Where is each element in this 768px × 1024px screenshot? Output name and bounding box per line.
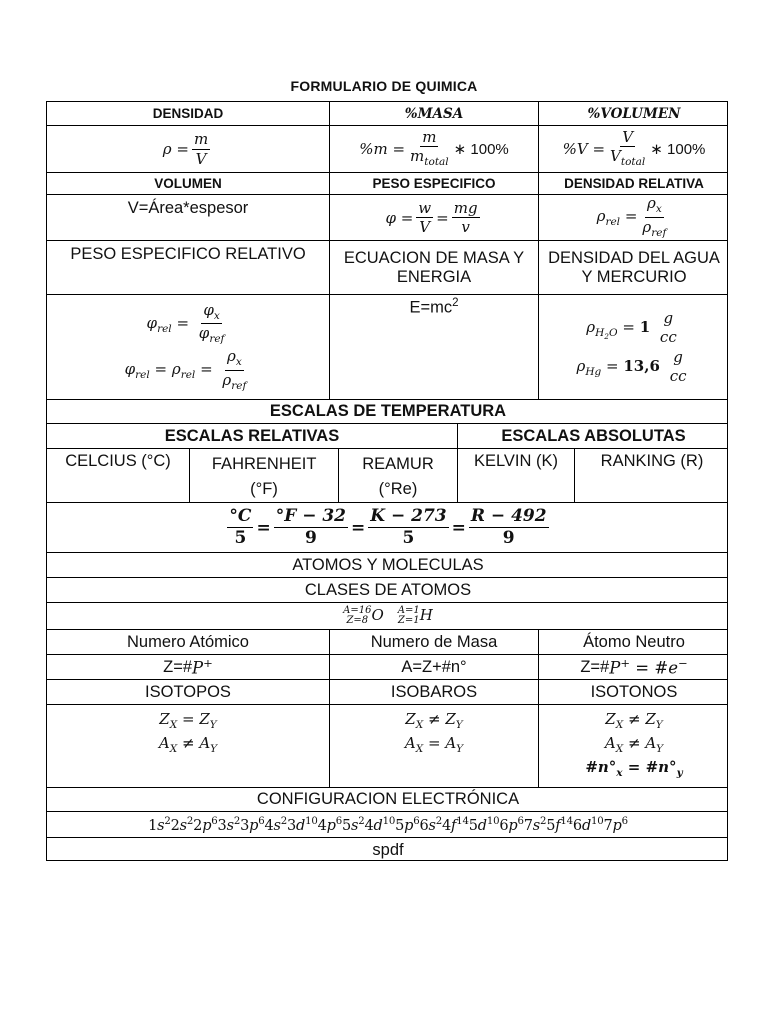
iso-headers-row (47, 679, 727, 704)
header-masa: %MASA (329, 102, 538, 125)
iso-formulas-row (47, 704, 727, 787)
spdf-row (47, 837, 727, 862)
peso-relativo-label: PESO ESPECIFICO RELATIVO (70, 245, 306, 263)
water-mercury-densities (538, 295, 729, 399)
mass-percent-formula: %m = $\frac{m}{m_{total}}$ ∗ 100% (329, 126, 538, 172)
atomic-headers-row (47, 629, 727, 654)
atomic-formulas-row (47, 654, 727, 679)
header-densidad: DENSIDAD (152, 106, 224, 121)
ranking-label: RANKING (R) (574, 449, 729, 502)
water-density: $\rho_{H_2O} = 1$ g cc (586, 309, 677, 346)
formula-table (46, 101, 728, 861)
clases-title: CLASES DE ATOMOS (304, 580, 472, 599)
isotonos-formulas (538, 705, 729, 787)
relative-weight-formulas (47, 295, 329, 399)
absolute-scales-label: ESCALAS ABSOLUTAS (457, 424, 729, 448)
relative-weight-formula-1: $\varphi_{rel}$ = $\frac{\varphi_x}{\varphi_{ref}}$ (146, 300, 225, 346)
temperature-scales-row (47, 448, 727, 502)
times-100-label: ∗ 100% (453, 141, 509, 158)
config-title-row (47, 787, 727, 811)
densidad-agua-label: DENSIDAD DEL AGUA Y MERCURIO (538, 241, 729, 294)
specific-weight-formula: φ = $\frac{w}{V}$ = $\frac{mg}{v}$ (329, 195, 538, 240)
volume-percent-formula: %V = $\frac{V}{V_{total}}$ ∗ 100% (538, 126, 729, 172)
config-title: CONFIGURACION ELECTRÓNICA (256, 790, 520, 808)
hydrogen-nuclide: A=1 Z=1 H (397, 605, 433, 626)
relative-weight-formula-2: $\varphi_{rel} = \rho_{rel}$ = $\frac{\rho_x}{\rho_{ref}}$ (124, 347, 247, 392)
energy-formula: $E=mc^2$ (329, 295, 538, 399)
clases-row (47, 577, 727, 602)
energy-text: E=mc (409, 298, 453, 317)
document-title: FORMULARIO DE QUIMICA (290, 78, 478, 94)
relative-density-formula: $\rho_{rel}$ = $\frac{\rho_x}{\rho_{ref}}$ (538, 195, 729, 240)
fahrenheit-label: FAHRENHEIT (°F) (189, 449, 338, 502)
nuclide-notation (47, 603, 729, 629)
water-density-value: 1 (639, 317, 651, 336)
temperature-title-row (47, 399, 727, 423)
numero-masa-label: Numero de Masa (329, 630, 538, 654)
isobaros-formulas (329, 705, 538, 787)
header-volumen-2: VOLUMEN (154, 176, 222, 191)
a-formula: A=Z+#n° (329, 655, 538, 679)
isobaros-label: ISOBAROS (329, 680, 538, 704)
isobaros-a: $A_X = A_Y$ (404, 734, 464, 756)
celcius-label: CELCIUS (°C) (65, 452, 171, 470)
reamur-label: REAMUR (°Re) (338, 449, 457, 502)
relative-scales-label: ESCALAS RELATIVAS (164, 426, 340, 445)
isotonos-z: $Z_X \ne Z_Y$ (605, 710, 663, 731)
isotonos-a: $A_X \ne A_Y$ (604, 734, 664, 756)
isotopos-z: $Z_X = Z_Y$ (159, 710, 217, 731)
isotopos-a: $A_X \ne A_Y$ (158, 734, 218, 756)
oxygen-nuclide: A=16 Z=8 O (343, 605, 384, 626)
formula-row-3 (47, 294, 727, 399)
temperature-title: ESCALAS DE TEMPERATURA (269, 402, 507, 420)
atomos-title-row (47, 552, 727, 577)
config-sequence-row (47, 811, 727, 837)
electron-configuration: $1s^22s^22p^63s^23p^64s^23d^{10}4p^65s^24d^{10}5p^66s^24f^{14}5d^{10}6p^67s^25f^{14}6d^{10}7p^6$ (148, 815, 628, 834)
header-row-3 (47, 240, 727, 294)
mercury-density-value: 13,6 (623, 356, 660, 375)
header-volumen: %VOLUMEN (538, 102, 729, 125)
spdf-label: spdf (372, 840, 404, 859)
isotopos-formulas (47, 705, 329, 787)
neutral-atom-formula: Z=# P+ = #e− (538, 655, 729, 679)
header-row-1 (47, 102, 727, 125)
atomo-neutro-label: Átomo Neutro (538, 630, 729, 654)
temperature-conversion-formula: $\frac{^\circ C}{5}$ = $\frac{^\circ F - 32}{9}$ = $\frac{K - 273}{5}$ = $\frac{R - 492}{9}$ (229, 506, 547, 548)
isotonos-n: $\#n^\circ_x$ = $\#n^\circ_y$ (585, 758, 683, 780)
isotopos-label: ISOTOPOS (145, 682, 231, 701)
neutral-formula-text: Z=# (580, 657, 610, 676)
numero-atomico-label: Numero Atómico (127, 632, 249, 651)
ecuacion-label: ECUACION DE MASA Y ENERGIA (329, 241, 538, 294)
z-formula: Z=# P+ (163, 656, 213, 678)
atomos-title: ATOMOS Y MOLECULAS (292, 555, 484, 574)
temperature-formula-row (47, 502, 727, 552)
formula-row-1 (47, 125, 727, 172)
kelvin-label: KELVIN (K) (457, 449, 574, 502)
isobaros-z: $Z_X \ne Z_Y$ (405, 710, 463, 731)
formula-row-2 (47, 194, 727, 240)
header-densidad-relativa: DENSIDAD RELATIVA (538, 173, 729, 194)
z-formula-text: Z=# (163, 657, 193, 676)
isotonos-label: ISOTONOS (538, 680, 729, 704)
mercury-density: $\rho_{Hg} = 13,6$ g cc (576, 348, 687, 385)
volume-formula: V=Área*espesor (127, 199, 249, 217)
nuclide-row (47, 602, 727, 629)
header-row-2 (47, 172, 727, 194)
density-formula: ρ = $\frac{m}{V}$ (162, 130, 209, 168)
header-peso-especifico: PESO ESPECIFICO (329, 173, 538, 194)
temperature-groups-row (47, 423, 727, 448)
times-100-label-2: ∗ 100% (650, 141, 706, 158)
